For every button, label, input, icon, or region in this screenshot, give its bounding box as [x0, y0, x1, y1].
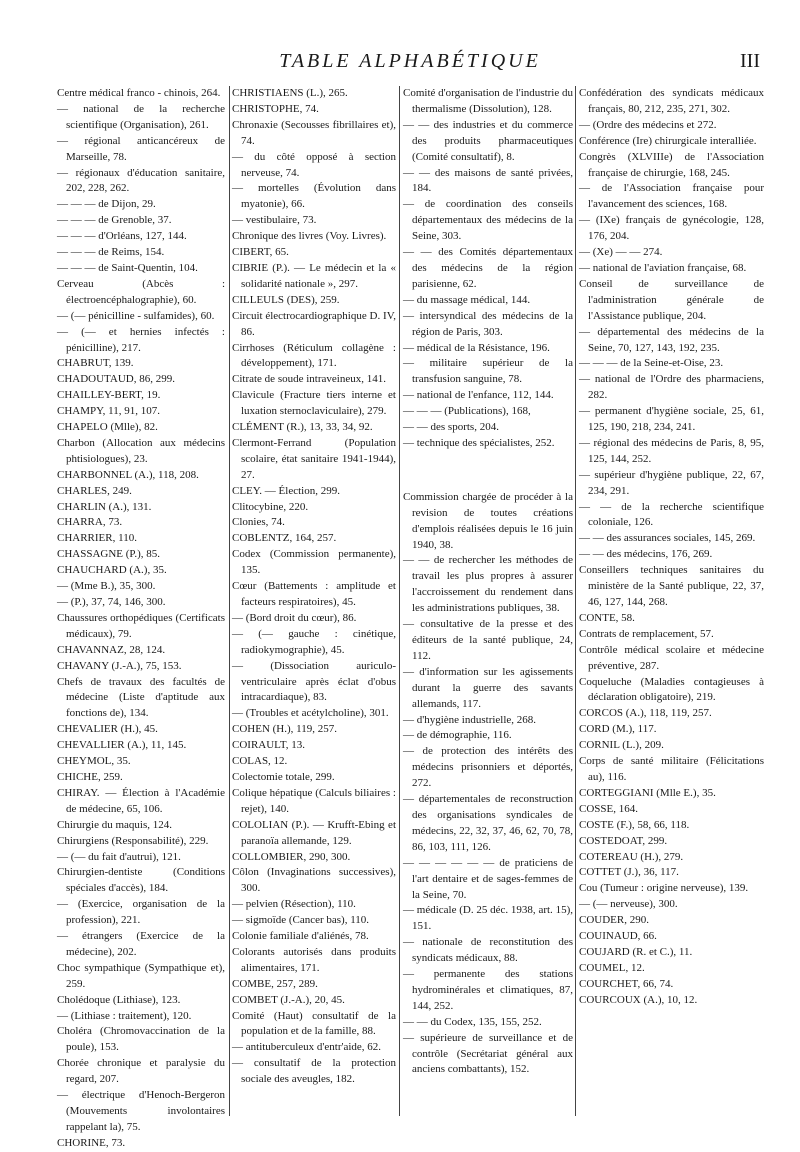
index-entry: — mortelles (Évolution dans myatonie), 66.	[232, 182, 396, 211]
index-entry: — (Bord droit du cœur), 86.	[232, 611, 357, 624]
index-entry: — — des industries et du commerce des produits pharmaceutiques (Comité consultatif), 8.	[403, 118, 573, 163]
index-entry: CORTEGGIANI (Mlle E.), 35.	[579, 786, 716, 799]
index-entry: Contrôle médical scolaire et médecine préventive, 287.	[579, 643, 764, 672]
index-entry: Chirurgiens (Responsabilité), 229.	[57, 834, 209, 847]
index-entry: — — des assurances sociales, 145, 269.	[579, 532, 756, 545]
index-entry: — départementales de reconstruction des organisations syndicales de médecins, 22, 32, 37, 46, 62, 70, 78, 86, 103, 111, 126.	[403, 793, 573, 853]
page-header	[60, 50, 760, 80]
index-entry: Colectomie totale, 299.	[232, 770, 335, 783]
index-entry: Cou (Tumeur : origine nerveuse), 139.	[579, 882, 749, 895]
index-entry: CHRISTIAENS (L.), 265.	[232, 87, 348, 99]
index-entry: Conseil de surveillance de l'administration générale de l'Assistance publique, 204.	[579, 277, 764, 322]
index-entry: Coqueluche (Maladies contagieuses à déclaration obligatoire), 219.	[579, 675, 764, 704]
index-entry: — régional des médecins de Paris, 8, 95, 125, 144, 252.	[579, 436, 764, 465]
index-entry: CORNIL (L.), 209.	[579, 739, 664, 752]
index-entry: COURCOUX (A.), 10, 12.	[579, 993, 698, 1006]
index-entry: CHRISTOPHE, 74.	[232, 102, 319, 115]
index-entry: CHAUCHARD (A.), 35.	[57, 564, 167, 577]
index-entry: CHADOUTAUD, 86, 299.	[57, 373, 175, 386]
index-entry: CILLEULS (DES), 259.	[232, 293, 340, 306]
index-entry: Chronique des livres (Voy. Livres).	[232, 230, 387, 243]
index-entry: Cœur (Battements : amplitude et facteurs respiratoires), 45.	[232, 580, 396, 608]
index-entry: CHEVALLIER (A.), 11, 145.	[57, 739, 187, 752]
index-entry: Clitocybine, 220.	[232, 500, 309, 513]
index-columns	[57, 86, 764, 1149]
index-entry: — militaire supérieur de la transfusion sanguine, 78.	[403, 357, 573, 386]
index-entry: — nationale de reconstitution des syndicats médicaux, 88.	[403, 936, 573, 965]
index-entry: CIBERT, 65.	[232, 246, 289, 259]
index-entry: Chorée chronique et paralysie du regard, 207.	[57, 1057, 225, 1086]
index-gap	[403, 463, 573, 479]
index-entry: — (— pénicilline - sulfamides), 60.	[57, 309, 215, 322]
index-entry: — national de l'enfance, 112, 144.	[403, 389, 554, 402]
index-entry: COMBE, 257, 289.	[232, 977, 318, 990]
index-column-3	[403, 86, 573, 1116]
index-entry: CHEYMOL, 35.	[57, 755, 131, 768]
index-entry: — supérieure de surveillance et de contrôle (Secrétariat général aux anciens combattants), 152.	[403, 1031, 573, 1076]
index-entry: — (— nerveuse), 300.	[579, 898, 678, 911]
index-entry: CHASSAGNE (P.), 85.	[57, 548, 160, 561]
index-entry: CHAPELO (Mlle), 82.	[57, 421, 158, 434]
index-entry: — (P.), 37, 74, 146, 300.	[57, 596, 166, 608]
index-entry: — de démographie, 116.	[403, 729, 512, 742]
index-entry: CHICHE, 259.	[57, 770, 123, 783]
index-entry: — — de rechercher les méthodes de travail les plus propres à assurer l'accroissement du rendement dans les administrations publiques, 38.	[403, 554, 573, 615]
index-entry: — — des médecins, 176, 269.	[579, 548, 713, 561]
index-entry: Choc sympathique (Sympathique et), 259.	[57, 961, 225, 990]
index-entry: — (Xe) — — 274.	[579, 246, 663, 259]
index-entry: COLLOMBIER, 290, 300.	[232, 850, 351, 863]
column-rule	[399, 86, 400, 1116]
index-entry: — pelvien (Résection), 110.	[232, 898, 356, 911]
index-entry: COLAS, 12.	[232, 755, 288, 768]
index-entry: — (— et hernies infectés : pénicilline), 217.	[57, 325, 225, 354]
index-entry: — — — — — — de praticiens de l'art dentaire et de sages-femmes de la Seine, 70.	[403, 856, 573, 901]
index-column-1	[57, 86, 225, 1149]
index-entry: Congrès (XLVIIIe) de l'Association française de chirurgie, 168, 245.	[579, 150, 764, 179]
index-entry: — antituberculeux d'entr'aide, 62.	[232, 1041, 382, 1054]
index-entry: Chirurgien-dentiste (Conditions spéciales d'accès), 184.	[57, 866, 225, 895]
index-entry: — régionaux d'éducation sanitaire, 202, 228, 262.	[57, 166, 225, 195]
index-entry: — — des Comités départementaux des médecins de la région parisienne, 62.	[403, 246, 573, 290]
index-entry: Chirurgie du maquis, 124.	[57, 818, 172, 831]
index-entry: — de protection des intérêts des médecins prisonniers et déportés, 272.	[403, 745, 573, 790]
index-entry: COURCHET, 66, 74.	[579, 977, 674, 990]
index-entry: Cerveau (Abcès : électroencéphalographie), 60.	[57, 277, 225, 306]
index-column-4	[579, 86, 764, 1116]
index-entry: COHEN (H.), 119, 257.	[232, 723, 337, 736]
index-entry: COIRAULT, 13.	[232, 739, 306, 752]
index-entry: — (Troubles et acétylcholine), 301.	[232, 707, 389, 720]
index-entry: CHAVANY (J.-A.), 75, 153.	[57, 659, 182, 672]
index-entry: Confédération des syndicats médicaux français, 80, 212, 235, 271, 302.	[579, 87, 764, 115]
index-entry: Comité d'organisation de l'industrie du thermalisme (Dissolution), 128.	[403, 87, 573, 115]
index-entry: COUMEL, 12.	[579, 961, 645, 974]
index-entry: COUDER, 290.	[579, 914, 649, 927]
index-entry: — vestibulaire, 73.	[232, 214, 317, 227]
index-entry: Clavicule (Fracture tiers interne et luxation sternoclaviculaire), 279.	[232, 389, 396, 418]
index-entry: — du massage médical, 144.	[403, 293, 531, 306]
index-entry: — (Lithiase : traitement), 120.	[57, 1009, 192, 1022]
index-entry: — (Dissociation auriculo-ventriculaire après éclat d'obus intracardiaque), 83.	[232, 659, 396, 704]
column-rule	[575, 86, 576, 1116]
index-entry: — national de l'Ordre des pharmaciens, 282.	[579, 373, 764, 402]
index-entry: — technique des spécialistes, 252.	[403, 436, 555, 449]
index-entry: — d'hygiène industrielle, 268.	[403, 713, 537, 726]
page-title: TABLE ALPHABÉTIQUE	[279, 50, 541, 72]
index-entry: COUINAUD, 66.	[579, 930, 657, 943]
index-entry: — (IXe) français de gynécologie, 128, 176, 204.	[579, 214, 764, 243]
column-rule	[229, 86, 230, 1116]
index-entry: Colorants autorisés dans produits alimentaires, 171.	[232, 945, 396, 974]
index-entry: — de l'Association française pour l'avancement des sciences, 168.	[579, 182, 764, 211]
index-entry: Corps de santé militaire (Félicitations au), 116.	[579, 755, 764, 783]
index-entry: — (— du fait d'autrui), 121.	[57, 850, 181, 863]
index-entry: Clermont-Ferrand (Population scolaire, état sanitaire 1941-1944), 27.	[232, 436, 396, 481]
index-entry: CHARRIER, 110.	[57, 532, 137, 545]
index-entry: CHORINE, 73.	[57, 1136, 126, 1149]
index-entry: — d'information sur les agissements durant la guerre des savants allemands, 117.	[403, 665, 573, 710]
index-entry: — (Mme B.), 35, 300.	[57, 580, 156, 593]
index-entry: Conférence (Ire) chirurgicale interalliée.	[579, 134, 757, 147]
index-entry: CLÉMENT (R.), 13, 33, 34, 92.	[232, 421, 373, 434]
index-entry: CHAVANNAZ, 28, 124.	[57, 643, 166, 656]
index-entry: — — — de Saint-Quentin, 104.	[57, 261, 198, 274]
index-entry: — consultative de la presse et des éditeurs de la santé publique, 24, 112.	[403, 618, 573, 662]
index-entry: — national de l'aviation française, 68.	[579, 261, 747, 274]
index-entry: — régional anticancéreux de Marseille, 78.	[57, 134, 225, 163]
index-entry: CHARRA, 73.	[57, 516, 123, 529]
index-entry: Cholédoque (Lithiase), 123.	[57, 993, 181, 1006]
index-entry: — de coordination des conseils départementaux des médecins de la Seine, 303.	[403, 198, 573, 243]
index-entry: CHARLIN (A.), 131.	[57, 500, 152, 513]
index-entry: — national de la recherche scientifique (Organisation), 261.	[57, 102, 225, 131]
index-entry: — — — de Grenoble, 37.	[57, 214, 172, 227]
index-entry: CHABRUT, 139.	[57, 357, 134, 370]
index-entry: CHARLES, 249.	[57, 484, 132, 497]
index-entry: — sigmoïde (Cancer bas), 110.	[232, 914, 370, 927]
index-entry: Chefs de travaux des facultés de médecine (Liste d'aptitude aux fonctions de), 134.	[57, 675, 225, 720]
index-entry: — — des maisons de santé privées, 184.	[403, 166, 573, 195]
index-entry: — médicale (D. 25 déc. 1938, art. 15), 151.	[403, 904, 573, 933]
page-number: III	[740, 50, 760, 72]
index-entry: Chronaxie (Secousses fibrillaires et), 74.	[232, 118, 396, 147]
index-entry: CHAMPY, 11, 91, 107.	[57, 405, 160, 418]
index-entry: COSTE (F.), 58, 66, 118.	[579, 818, 690, 831]
index-entry: COBLENTZ, 164, 257.	[232, 532, 337, 545]
index-entry: — permanente des stations hydrominérales et climatiques, 87, 144, 252.	[403, 968, 573, 1012]
index-entry: Commission chargée de procéder à la revision de toutes créations d'emplois réalisées depuis le 16 juin 1940, 38.	[403, 490, 573, 551]
index-entry: — médical de la Résistance, 196.	[403, 341, 550, 354]
index-entry: — (— gauche : cinétique, radiokymographie), 45.	[232, 627, 396, 656]
index-entry: CHIRAY. — Élection à l'Académie de médecine, 65, 106.	[57, 786, 225, 815]
index-entry: — (Ordre des médecins et 272.	[579, 118, 717, 131]
index-entry: CHAILLEY-BERT, 19.	[57, 389, 161, 402]
index-entry: CORD (M.), 117.	[579, 723, 657, 736]
index-entry: Charbon (Allocation aux médecins phtisiologues), 23.	[57, 436, 225, 465]
index-entry: — — des sports, 204.	[403, 421, 499, 434]
index-entry: — — — d'Orléans, 127, 144.	[57, 230, 187, 243]
index-entry: COLOLIAN (P.). — Krufft-Ebing et paranoïa allemande, 129.	[232, 818, 396, 847]
index-entry: — du côté opposé à section nerveuse, 74.	[232, 150, 396, 179]
index-entry: — — — de Reims, 154.	[57, 246, 165, 259]
index-entry: Choléra (Chromovaccination de la poule), 153.	[57, 1025, 225, 1054]
index-entry: CHARBONNEL (A.), 118, 208.	[57, 468, 199, 481]
index-entry: Citrate de soude intraveineux, 141.	[232, 373, 386, 386]
index-entry: CIBRIE (P.). — Le médecin et la « solidarité nationale », 297.	[232, 261, 396, 290]
index-entry: COTTET (J.), 36, 117.	[579, 866, 679, 879]
index-entry: CORCOS (A.), 118, 119, 257.	[579, 707, 712, 720]
index-entry: COUJARD (R. et C.), 11.	[579, 945, 693, 958]
index-entry: COSSE, 164.	[579, 802, 638, 815]
index-entry: — permanent d'hygiène sociale, 25, 61, 125, 190, 218, 234, 241.	[579, 405, 764, 434]
index-column-2	[232, 86, 396, 1116]
index-entry: — intersyndical des médecins de la région de Paris, 303.	[403, 309, 573, 338]
index-entry: Cirrhoses (Réticulum collagène : développement), 171.	[232, 341, 396, 370]
index-entry: Colonie familiale d'aliénés, 78.	[232, 930, 369, 943]
index-entry: Circuit électrocardiographique D. IV, 86.	[232, 309, 396, 338]
index-entry: CONTE, 58.	[579, 611, 635, 624]
index-entry: CLEY. — Élection, 299.	[232, 484, 340, 497]
index-entry: — électrique d'Henoch-Bergeron (Mouvements involontaires rappelant la), 75.	[57, 1089, 225, 1133]
index-entry: — — — (Publications), 168,	[403, 405, 531, 418]
index-entry: Comité (Haut) consultatif de la population et de la famille, 88.	[232, 1009, 396, 1038]
index-entry: — — — de la Seine-et-Oise, 23.	[579, 357, 724, 370]
index-entry: — — — de Dijon, 29.	[57, 198, 156, 211]
index-entry: — consultatif de la protection sociale des aveugles, 182.	[232, 1057, 396, 1086]
index-entry: COSTEDOAT, 299.	[579, 834, 668, 847]
index-entry: — (Exercice, organisation de la profession), 221.	[57, 898, 225, 927]
index-entry: Côlon (Invaginations successives), 300.	[232, 866, 396, 895]
index-entry: Chaussures orthopédiques (Certificats médicaux), 79.	[57, 611, 225, 640]
index-entry: — — de la recherche scientifique coloniale, 126.	[579, 500, 764, 529]
index-entry: COTEREAU (H.), 279.	[579, 850, 684, 863]
index-entry: Centre médical franco - chinois, 264.	[57, 87, 221, 99]
index-entry: COMBET (J.-A.), 20, 45.	[232, 993, 345, 1006]
index-entry: Contrats de remplacement, 57.	[579, 627, 714, 640]
index-entry: Codex (Commission permanente), 135.	[232, 548, 396, 577]
index-entry: — — du Codex, 135, 155, 252.	[403, 1015, 542, 1028]
index-entry: Conseillers techniques sanitaires du ministère de la Santé publique, 22, 37, 46, 127, 144, 268.	[579, 564, 764, 608]
index-entry: Clonies, 74.	[232, 516, 285, 529]
index-entry: CHEVALIER (H.), 45.	[57, 723, 158, 736]
index-entry: — étrangers (Exercice de la médecine), 202.	[57, 930, 225, 958]
index-entry: — supérieur d'hygiène publique, 22, 67, 234, 291.	[579, 468, 764, 497]
index-entry: — départemental des médecins de la Seine, 70, 127, 143, 192, 235.	[579, 325, 764, 354]
index-entry: Colique hépatique (Calculs biliaires : rejet), 140.	[232, 786, 396, 815]
